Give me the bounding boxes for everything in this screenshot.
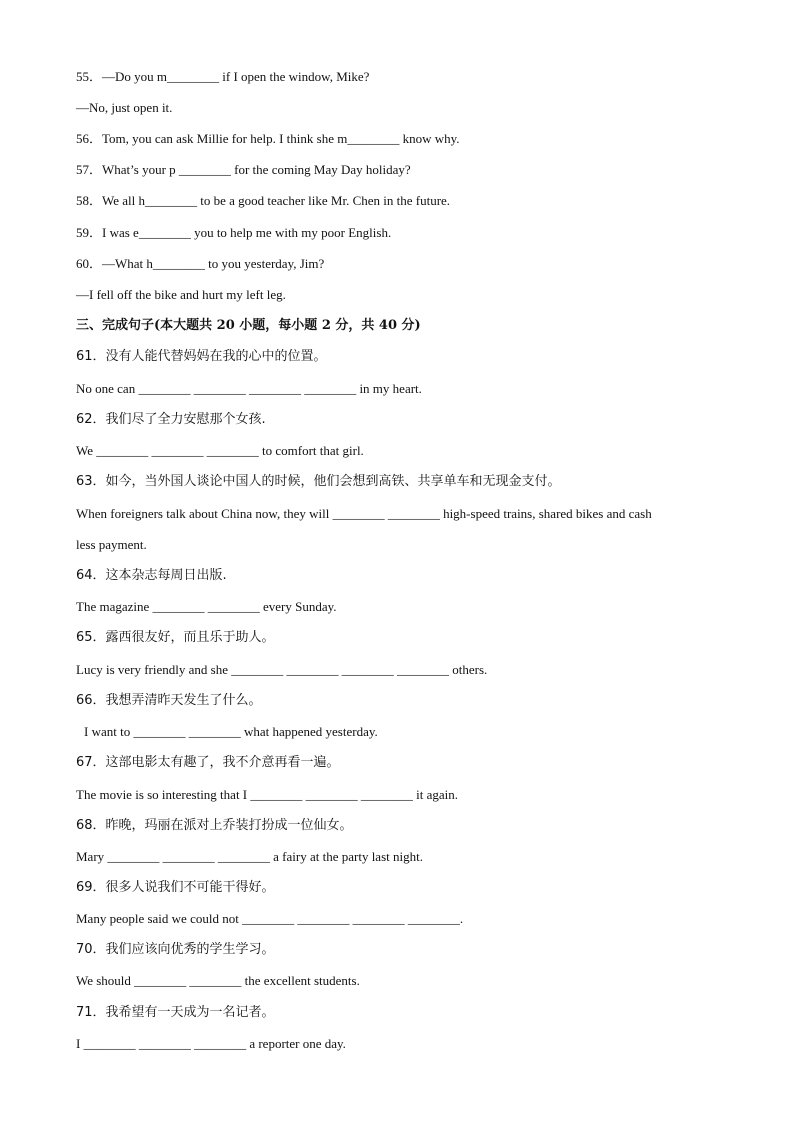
question-70-english: We should ________ ________ the excellent students. xyxy=(76,973,360,988)
question-59: 59．I was e________ you to help me with my poor English. xyxy=(76,225,392,240)
question-55: 55．—Do you m________ if I open the window, Mike? xyxy=(76,69,370,84)
question-58: 58．We all h________ to be a good teacher like Mr. Chen in the future. xyxy=(76,193,451,208)
question-67-english: The movie is so interesting that I ________ ________ ________ it again. xyxy=(76,787,459,802)
answer-60: —I fell off the bike and hurt my left leg. xyxy=(76,287,286,302)
question-69-chinese: 69．很多人说我们不可能干得好。 xyxy=(76,880,275,895)
question-67-chinese: 67．这部电影太有趣了，我不介意再看一遍。 xyxy=(76,755,340,770)
question-64-english: The magazine ________ ________ every Sunday. xyxy=(76,599,337,614)
answer-55: —No, just open it. xyxy=(76,100,173,115)
question-61-chinese: 61．没有人能代替妈妈在我的心中的位置。 xyxy=(76,349,327,364)
question-68-chinese: 68．昨晚，玛丽在派对上乔装打扮成一位仙女。 xyxy=(76,818,353,833)
question-60: 60．—What h________ to you yesterday, Jim? xyxy=(76,256,325,271)
question-66-english: I want to ________ ________ what happened yesterday. xyxy=(84,724,378,739)
question-61-english: No one can ________ ________ ________ ________ in my heart. xyxy=(76,381,422,396)
question-68-english: Mary ________ ________ ________ a fairy at the party last night. xyxy=(76,849,423,864)
question-63-english-cont: less payment. xyxy=(76,537,147,552)
question-65-english: Lucy is very friendly and she ________ ________ ________ ________ others. xyxy=(76,662,488,677)
question-64-chinese: 64．这本杂志每周日出版. xyxy=(76,568,227,583)
question-65-chinese: 65．露西很友好，而且乐于助人。 xyxy=(76,630,275,645)
question-63-english: When foreigners talk about China now, they will ________ ________ high-speed trains, shared bikes and cash xyxy=(76,506,652,521)
question-63-chinese: 63．如今，当外国人谈论中国人的时候，他们会想到高铁、共享单车和无现金支付。 xyxy=(76,474,561,489)
question-62-english: We ________ ________ ________ to comfort that girl. xyxy=(76,443,364,458)
question-57: 57．What’s your p ________ for the coming May Day holiday? xyxy=(76,162,411,177)
question-71-english: I ________ ________ ________ a reporter one day. xyxy=(76,1036,346,1051)
question-69-english: Many people said we could not ________ ________ ________ ________. xyxy=(76,911,464,926)
question-70-chinese: 70．我们应该向优秀的学生学习。 xyxy=(76,942,275,957)
question-66-chinese: 66．我想弄清昨天发生了什么。 xyxy=(76,693,262,708)
question-62-chinese: 62．我们尽了全力安慰那个女孩. xyxy=(76,412,266,427)
question-56: 56．Tom, you can ask Millie for help. I think she m________ know why. xyxy=(76,131,460,146)
section-heading: 三、完成句子(本大题共 20 小题，每小题 2 分，共 40 分) xyxy=(76,318,421,333)
question-71-chinese: 71．我希望有一天成为一名记者。 xyxy=(76,1005,275,1020)
